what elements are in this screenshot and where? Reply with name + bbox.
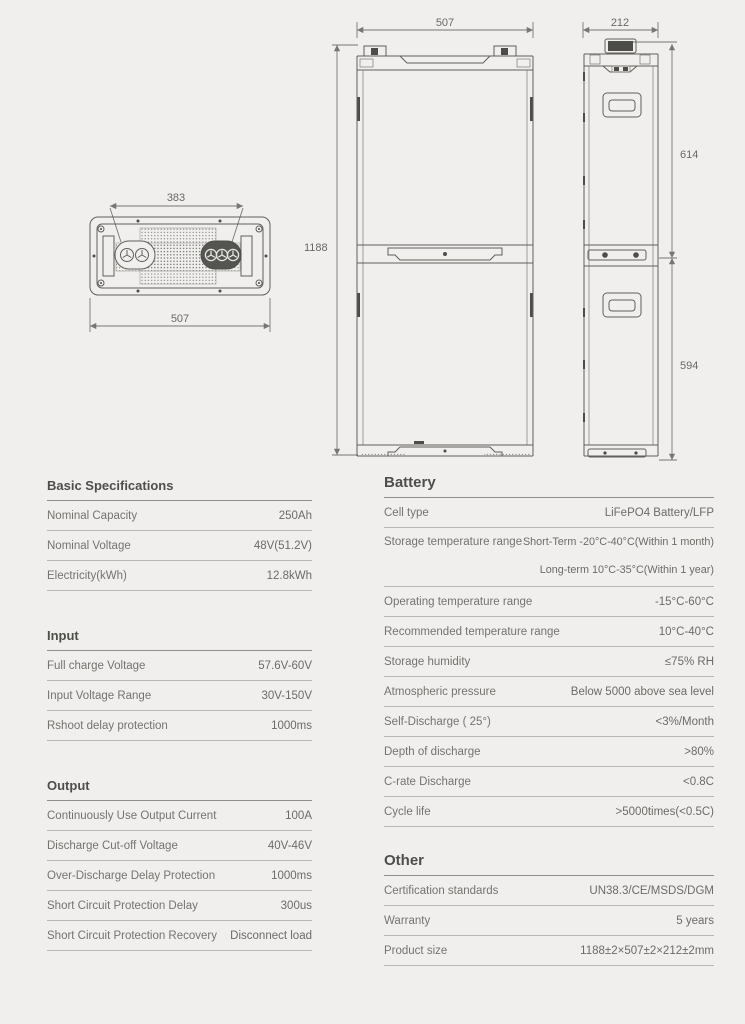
section-title-battery: Battery — [384, 474, 714, 498]
row-value: 57.6V-60V — [258, 659, 312, 672]
row-value: Below 5000 above sea level — [570, 685, 714, 698]
top-view-right-handle — [201, 241, 241, 269]
row-value: 100A — [285, 809, 312, 822]
row-label: Storage temperature range — [384, 536, 523, 548]
row-label: Full charge Voltage — [47, 659, 146, 672]
row-value: 30V-150V — [261, 689, 312, 702]
front-view-width-dimension — [357, 17, 533, 38]
spec-row-continuous-output-current — [47, 801, 312, 831]
spec-row-full-charge-voltage — [47, 651, 312, 681]
spec-row-product-size — [384, 936, 714, 966]
section-output — [47, 778, 312, 951]
row-value: UN38.3/CE/MSDS/DGM — [589, 884, 714, 897]
side-view-upper-height-dimension — [632, 42, 698, 258]
row-value: ≤75% RH — [664, 655, 714, 668]
spec-row-cycle-life — [384, 797, 714, 827]
section-title-basic-specifications: Basic Specifications — [47, 478, 312, 501]
row-value-group — [523, 528, 714, 584]
row-label: Input Voltage Range — [47, 689, 152, 702]
right-spec-column — [384, 474, 714, 966]
side-view-bottom — [584, 445, 658, 457]
row-label: Certification standards — [384, 884, 499, 897]
top-view-left-handle — [115, 241, 155, 269]
section-basic-specifications — [47, 478, 312, 591]
row-value: >80% — [684, 745, 714, 758]
row-label: Atmospheric pressure — [384, 685, 496, 698]
row-value: -15°C-60°C — [654, 595, 714, 608]
section-input — [47, 628, 312, 741]
row-label: Storage humidity — [384, 655, 471, 668]
row-label: Depth of discharge — [384, 745, 481, 758]
side-view-lower-height-dimension — [659, 258, 698, 460]
row-value: 5 years — [676, 914, 714, 927]
section-title-other: Other — [384, 852, 714, 876]
row-value: 300us — [280, 899, 312, 912]
row-value-long-term: Long-term 10°C-35°C(Within 1 year) — [539, 564, 714, 576]
row-value: 12.8kWh — [266, 569, 312, 582]
spec-row-over-discharge-delay — [47, 861, 312, 891]
top-view-inner-width-label: 383 — [166, 192, 186, 204]
spec-row-atmospheric-pressure — [384, 677, 714, 707]
row-value: 1000ms — [271, 869, 312, 882]
row-label: Electricity(kWh) — [47, 569, 127, 582]
row-value: <0.8C — [682, 775, 714, 788]
spec-row-nominal-capacity — [47, 501, 312, 531]
spec-row-short-circuit-recovery — [47, 921, 312, 951]
spec-row-nominal-voltage — [47, 531, 312, 561]
row-label: Discharge Cut-off Voltage — [47, 839, 178, 852]
row-label: C-rate Discharge — [384, 775, 471, 788]
top-view-drawing — [70, 186, 285, 338]
row-label: Nominal Voltage — [47, 539, 131, 552]
row-value-short-term: Short-Term -20°C-40°C(Within 1 month) — [522, 536, 714, 548]
row-label: Nominal Capacity — [47, 509, 138, 522]
spec-row-short-circuit-delay — [47, 891, 312, 921]
section-other — [384, 852, 714, 966]
row-label: Over-Discharge Delay Protection — [47, 869, 216, 882]
row-value: 1000ms — [271, 719, 312, 732]
side-view-stack-junction — [584, 245, 658, 266]
spec-row-rshoot-delay-protection — [47, 711, 312, 741]
spec-row-cell-type — [384, 498, 714, 528]
spec-row-input-voltage-range — [47, 681, 312, 711]
side-view-lower-height-label: 594 — [680, 360, 699, 372]
row-label: Rshoot delay protection — [47, 719, 168, 732]
front-view-body — [357, 46, 533, 456]
spec-row-certification-standards — [384, 876, 714, 906]
spec-row-electricity — [47, 561, 312, 591]
row-label: Short Circuit Protection Delay — [47, 899, 198, 912]
side-view-drawing — [570, 8, 745, 468]
row-value: <3%/Month — [655, 715, 714, 728]
row-label: Continuously Use Output Current — [47, 809, 217, 822]
row-label: Recommended temperature range — [384, 625, 560, 638]
spec-row-self-discharge — [384, 707, 714, 737]
row-value: Disconnect load — [230, 929, 312, 942]
top-view-outer-width-label: 507 — [170, 313, 190, 325]
front-view-bottom — [357, 441, 533, 456]
row-label: Warranty — [384, 914, 431, 927]
section-title-output: Output — [47, 778, 312, 801]
side-view-upper-height-label: 614 — [680, 149, 699, 161]
row-label: Cell type — [384, 506, 429, 519]
front-view-width-label: 507 — [435, 17, 455, 29]
row-value: 10°C-40°C — [658, 625, 714, 638]
row-label: Cycle life — [384, 805, 431, 818]
row-value: 40V-46V — [267, 839, 312, 852]
spec-row-c-rate-discharge — [384, 767, 714, 797]
side-view-depth-dimension — [583, 17, 658, 38]
spec-row-depth-of-discharge — [384, 737, 714, 767]
section-title-input: Input — [47, 628, 312, 651]
spec-row-warranty — [384, 906, 714, 936]
row-value: >5000times(<0.5C) — [615, 805, 714, 818]
row-value: 1188±2×507±2×212±2mm — [580, 944, 714, 957]
row-label: Short Circuit Protection Recovery — [47, 929, 218, 942]
spec-row-storage-humidity — [384, 647, 714, 677]
front-view-drawing — [300, 8, 550, 468]
front-view-height-dimension — [304, 45, 358, 455]
spec-row-discharge-cutoff-voltage — [47, 831, 312, 861]
row-label: Operating temperature range — [384, 595, 533, 608]
side-view-body — [583, 39, 658, 457]
row-label: Self-Discharge ( 25°) — [384, 715, 491, 728]
row-value: 250Ah — [278, 509, 312, 522]
spec-row-operating-temperature-range — [384, 587, 714, 617]
front-view-stack-junction — [357, 245, 533, 263]
front-view-height-label: 1188 — [304, 242, 328, 254]
spec-row-recommended-temperature-range — [384, 617, 714, 647]
top-view-outer-width-dimension — [90, 298, 270, 332]
left-spec-column — [47, 478, 312, 951]
spec-row-storage-temperature-range — [384, 528, 714, 587]
row-value: 48V(51.2V) — [253, 539, 312, 552]
row-label: Product size — [384, 944, 448, 957]
side-view-depth-label: 212 — [610, 17, 630, 29]
section-battery — [384, 474, 714, 827]
row-value: LiFePO4 Battery/LFP — [604, 506, 714, 519]
